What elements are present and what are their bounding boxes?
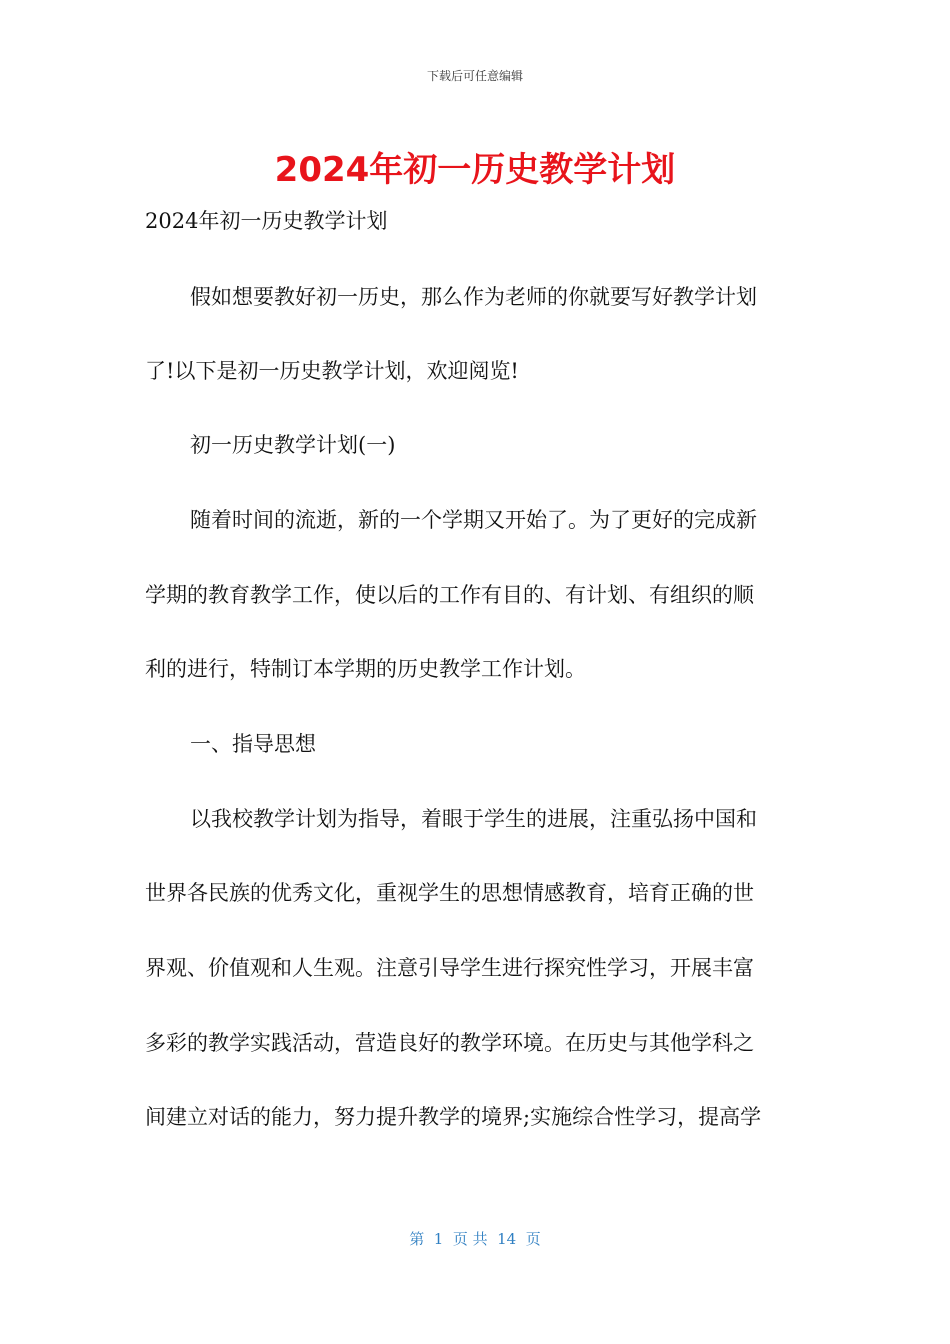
page-footer: 第 1 页 共 14 页 — [409, 1230, 541, 1248]
document-title: 2024年初一历史教学计划 — [274, 150, 676, 190]
paragraph-line: 假如想要教好初一历史，那么作为老师的你就要写好教学计划 — [190, 285, 757, 309]
header-note: 下载后可任意编辑 — [426, 69, 523, 83]
paragraph-line: 界观、价值观和人生观。注意引导学生进行探究性学习，开展丰富 — [145, 956, 754, 980]
paragraph-line: 世界各民族的优秀文化，重视学生的思想情感教育，培育正确的世 — [145, 881, 754, 905]
paragraph-line: 随着时间的流逝，新的一个学期又开始了。为了更好的完成新 — [190, 508, 757, 532]
paragraph-line: 了!以下是初一历史教学计划，欢迎阅览! — [145, 359, 519, 383]
section-heading: 一、指导思想 — [190, 732, 316, 756]
paragraph-line: 间建立对话的能力，努力提升教学的境界;实施综合性学习，提高学 — [145, 1105, 762, 1129]
subtitle-line: 2024年初一历史教学计划 — [145, 209, 388, 233]
paragraph-line: 利的进行，特制订本学期的历史教学工作计划。 — [145, 657, 586, 681]
paragraph-line: 学期的教育教学工作，使以后的工作有目的、有计划、有组织的顺 — [145, 583, 754, 607]
paragraph-line: 以我校教学计划为指导，着眼于学生的进展，注重弘扬中国和 — [190, 807, 757, 831]
section-heading: 初一历史教学计划(一) — [190, 433, 396, 457]
paragraph-line: 多彩的教学实践活动，营造良好的教学环境。在历史与其他学科之 — [145, 1031, 754, 1055]
